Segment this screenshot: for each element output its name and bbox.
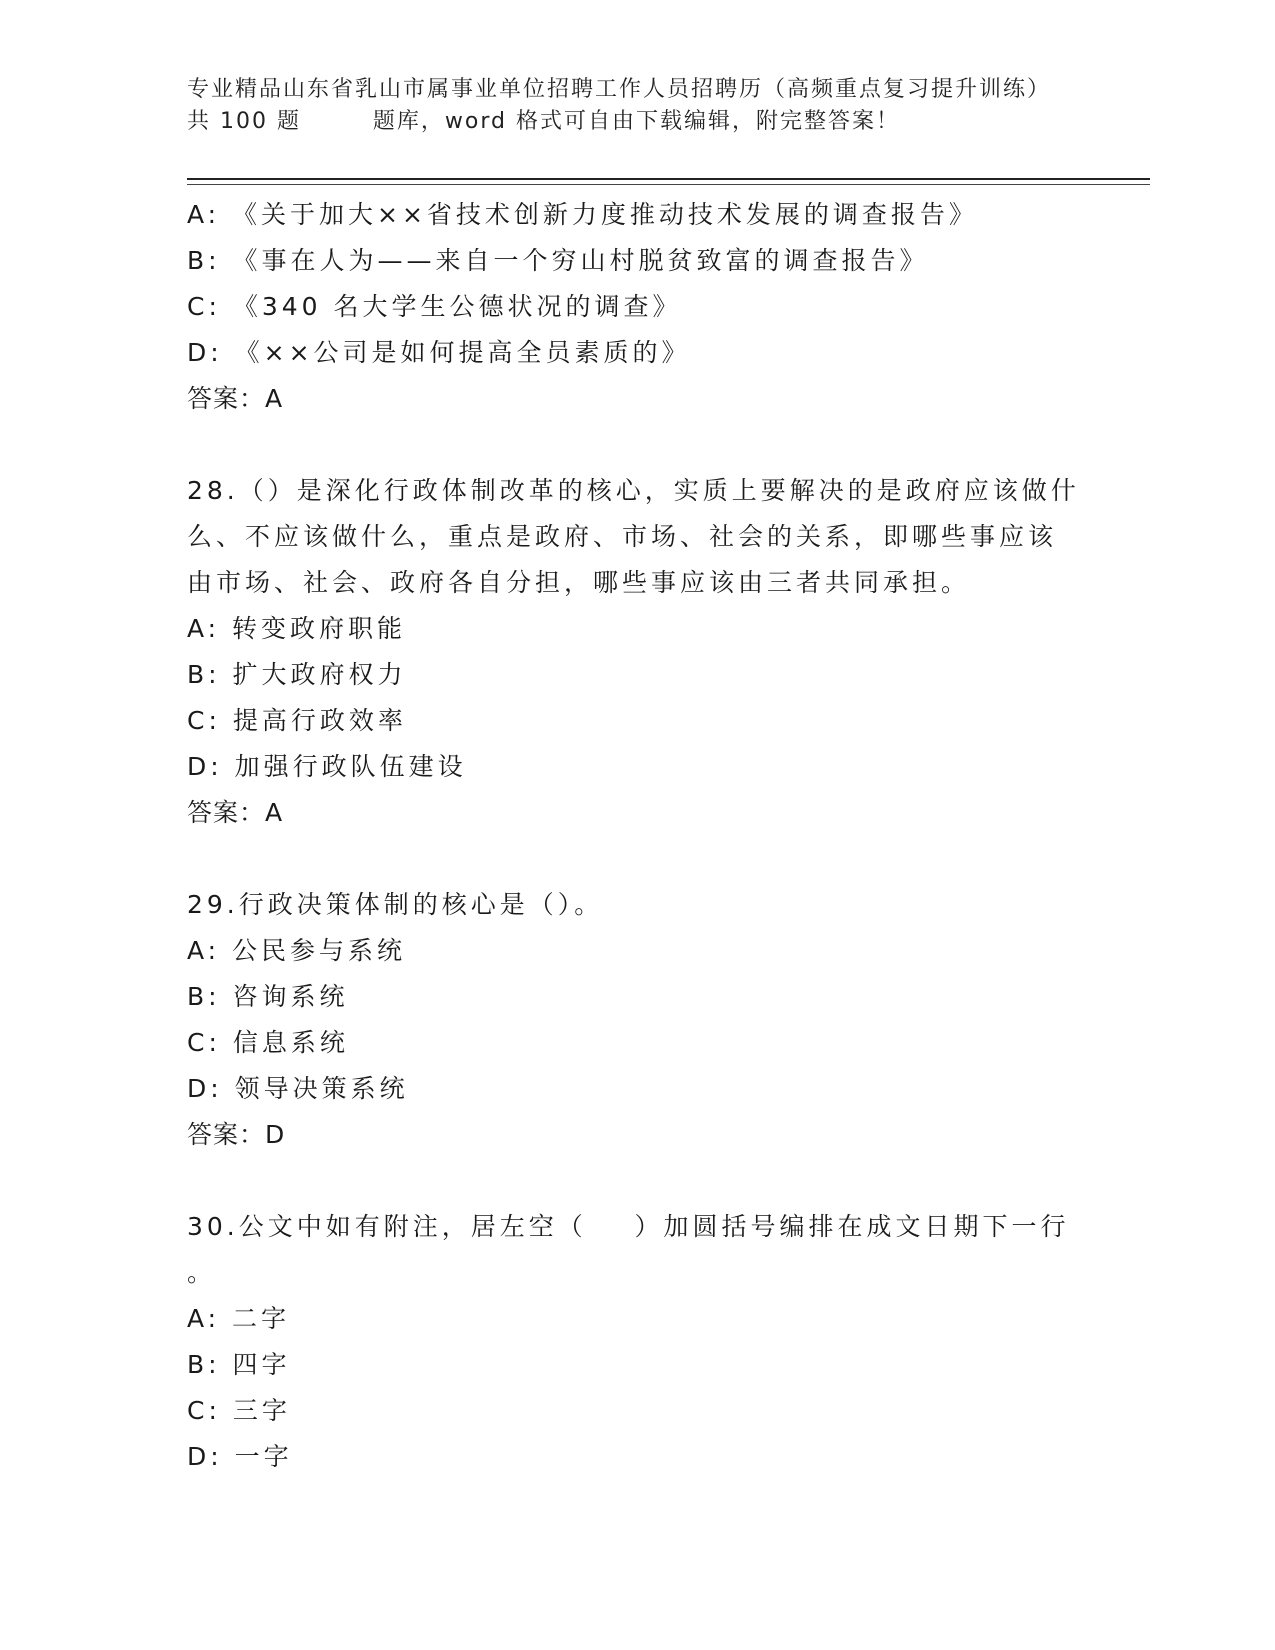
option-a: A: 二字: [187, 1304, 291, 1333]
header-title-line: 专业精品山东省乳山市属事业单位招聘工作人员招聘历（高频重点复习提升训练）: [187, 77, 1052, 102]
question-30: [187, 1204, 1087, 1480]
question-text-line: 29.行政决策体制的核心是（）。: [187, 890, 604, 919]
spacer: [187, 836, 1087, 882]
option-b: B: 四字: [187, 1350, 291, 1379]
option-c: C: 信息系统: [187, 1028, 349, 1057]
header-rule-thin: [187, 184, 1150, 185]
option-c: C: 提高行政效率: [187, 706, 407, 735]
option-a: A: 《关于加大××省技术创新力度推动技术发展的调查报告》: [187, 200, 978, 229]
option-c: C: 《340 名大学生公德状况的调查》: [187, 292, 682, 321]
question-text-line: 么、不应该做什么，重点是政府、市场、社会的关系，即哪些事应该: [187, 522, 1058, 551]
option-c: C: 三字: [187, 1396, 291, 1425]
question-text-line: 30.公文中如有附注，居左空（ ）加圆括号编排在成文日期下一行: [187, 1212, 1070, 1241]
option-d: D: 领导决策系统: [187, 1074, 409, 1103]
answer-line: 答案：A: [187, 798, 284, 827]
header-subtitle-line: 共 100 题 题库，word 格式可自由下载编辑，附完整答案！: [187, 109, 900, 134]
question-28: [187, 468, 1087, 836]
question-29: [187, 882, 1087, 1158]
question-text-line: 。: [187, 1258, 217, 1287]
question-text-line: 由市场、社会、政府各自分担，哪些事应该由三者共同承担。: [187, 568, 971, 597]
header-rule-thick: [187, 178, 1150, 180]
spacer: [187, 1158, 1087, 1204]
option-a: A: 公民参与系统: [187, 936, 407, 965]
answer-line: 答案：D: [187, 1120, 286, 1149]
spacer: [187, 422, 1087, 468]
option-d: D: 加强行政队伍建设: [187, 752, 467, 781]
question-text-line: 28.（）是深化行政体制改革的核心，实质上要解决的是政府应该做什: [187, 476, 1080, 505]
questions-content: [187, 192, 1087, 1480]
document-header: [187, 74, 1087, 138]
option-a: A: 转变政府职能: [187, 614, 407, 643]
answer-line: 答案：A: [187, 384, 284, 413]
question-27: [187, 192, 1087, 422]
option-b: B: 《事在人为——来自一个穷山村脱贫致富的调查报告》: [187, 246, 929, 275]
option-d: D: 一字: [187, 1442, 293, 1471]
option-b: B: 咨询系统: [187, 982, 349, 1011]
option-b: B: 扩大政府权力: [187, 660, 407, 689]
option-d: D: 《××公司是如何提高全员素质的》: [187, 338, 691, 367]
